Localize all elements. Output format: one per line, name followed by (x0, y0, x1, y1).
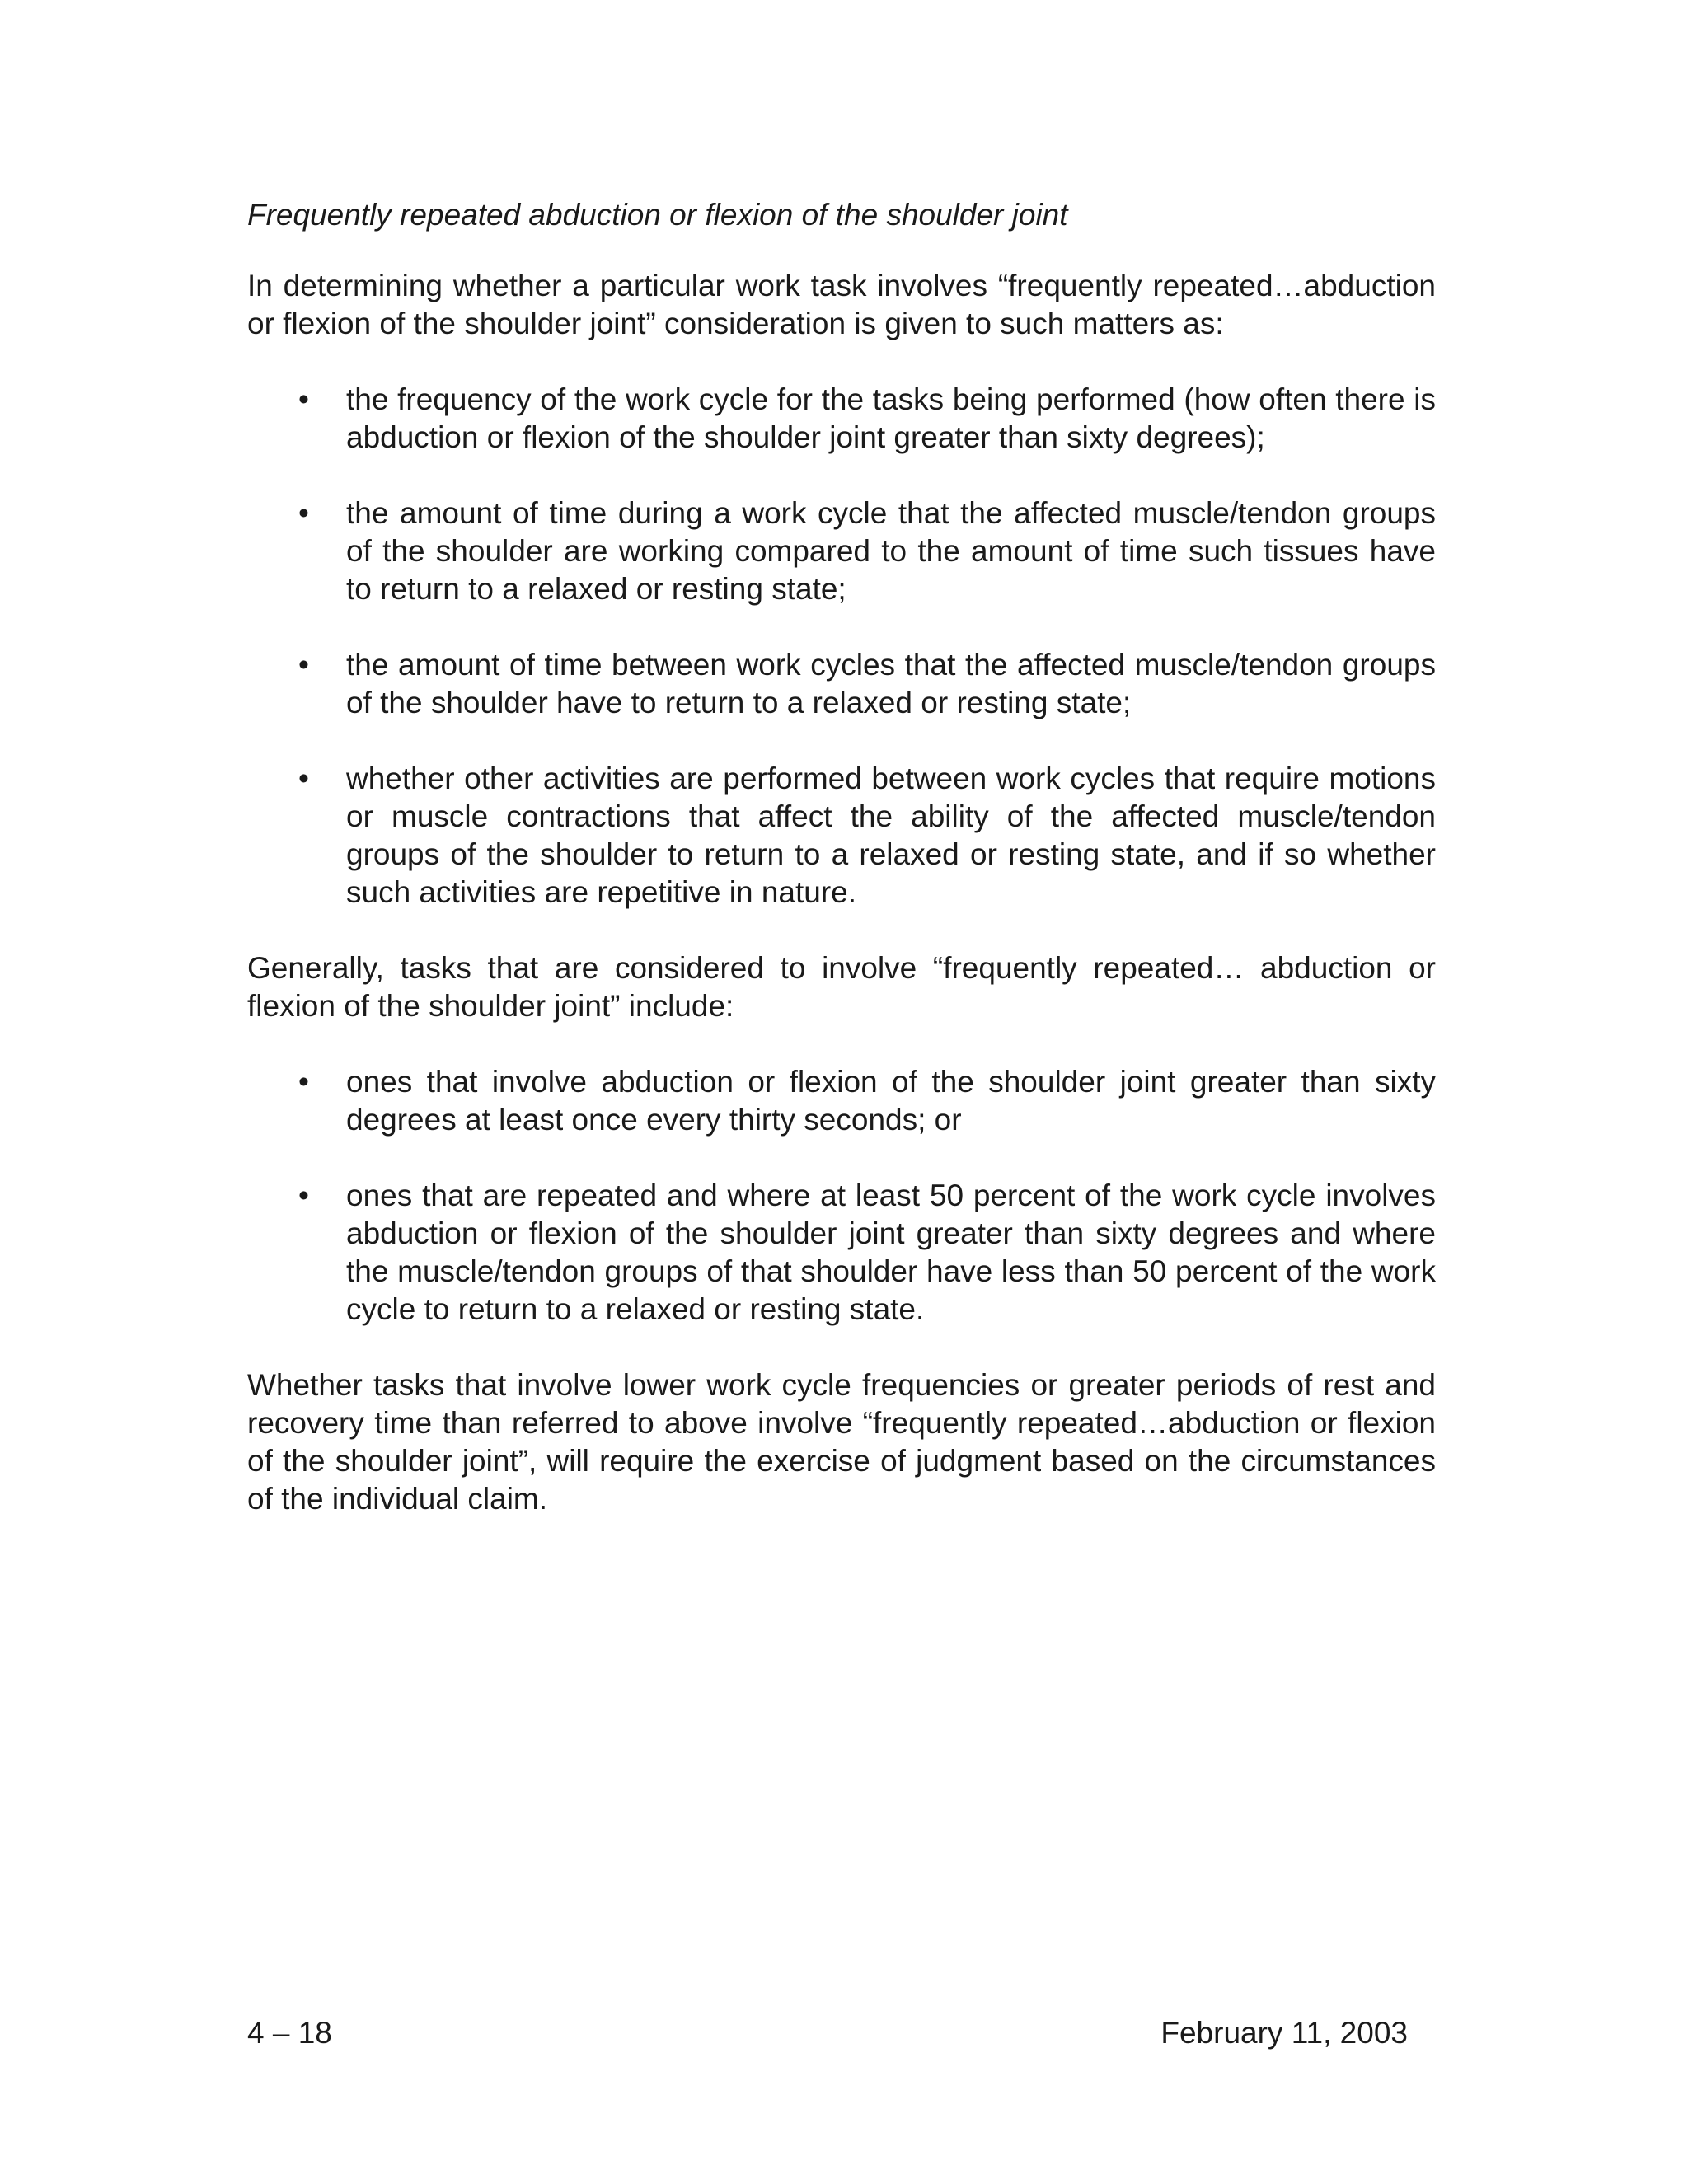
list-item-text: ones that are repeated and where at least 50 percent of the work cycle involves abduction or flexion of the shoulder joint greater than sixty degrees and where the muscle/tendon groups of that shoulder have less than 50 percent of the work cycle to return to a relaxed or resting state. (346, 1179, 1436, 1326)
list-item-text: whether other activities are performed between work cycles that require motions or muscle contractions that affect the ability of the affected muscle/tendon groups of the shoulder to return to a relaxed or resting state, and if so whether such activities are repetitive in nature. (346, 762, 1436, 909)
bullet-icon: • (298, 648, 309, 682)
bullet-icon: • (298, 496, 309, 530)
document-body (247, 196, 1436, 1556)
list-item (247, 381, 1436, 457)
considerations-list (247, 381, 1436, 912)
section-heading: Frequently repeated abduction or flexion of the shoulder joint (247, 198, 1068, 232)
document-date: February 11, 2003 (1160, 2016, 1408, 2050)
bullet-icon: • (298, 762, 309, 795)
list-item (247, 494, 1436, 608)
list-item (247, 646, 1436, 722)
included-tasks-list (247, 1063, 1436, 1329)
bullet-icon: • (298, 1179, 309, 1212)
bullet-icon: • (298, 382, 309, 416)
generally-paragraph: Generally, tasks that are considered to involve “frequently repeated… abduction or flexion of the shoulder joint” include: (247, 951, 1436, 1023)
closing-paragraph: Whether tasks that involve lower work cycle frequencies or greater periods of rest and recovery time than referred to above involve “frequently repeated…abduction or flexion of the shoulder joint”, will require the exercise of judgment based on the circumstances of the individual claim. (247, 1368, 1436, 1516)
list-item (247, 1063, 1436, 1139)
intro-paragraph: In determining whether a particular work task involves “frequently repeated…abduction or flexion of the shoulder joint” consideration is given to such matters as: (247, 269, 1436, 340)
list-item-text: the amount of time during a work cycle that the affected muscle/tendon groups of the shoulder are working compared to the amount of time such tissues have to return to a relaxed or resting state; (346, 496, 1436, 606)
list-item (247, 1177, 1436, 1329)
bullet-icon: • (298, 1065, 309, 1099)
list-item (247, 760, 1436, 912)
list-item-text: the amount of time between work cycles that the affected muscle/tendon groups of the shoulder have to return to a relaxed or resting state; (346, 648, 1436, 719)
list-item-text: the frequency of the work cycle for the tasks being performed (how often there is abduction or flexion of the shoulder joint greater than sixty degrees); (346, 382, 1436, 454)
page-number: 4 – 18 (247, 2016, 332, 2050)
list-item-text: ones that involve abduction or flexion of the shoulder joint greater than sixty degrees at least once every thirty seconds; or (346, 1065, 1436, 1137)
